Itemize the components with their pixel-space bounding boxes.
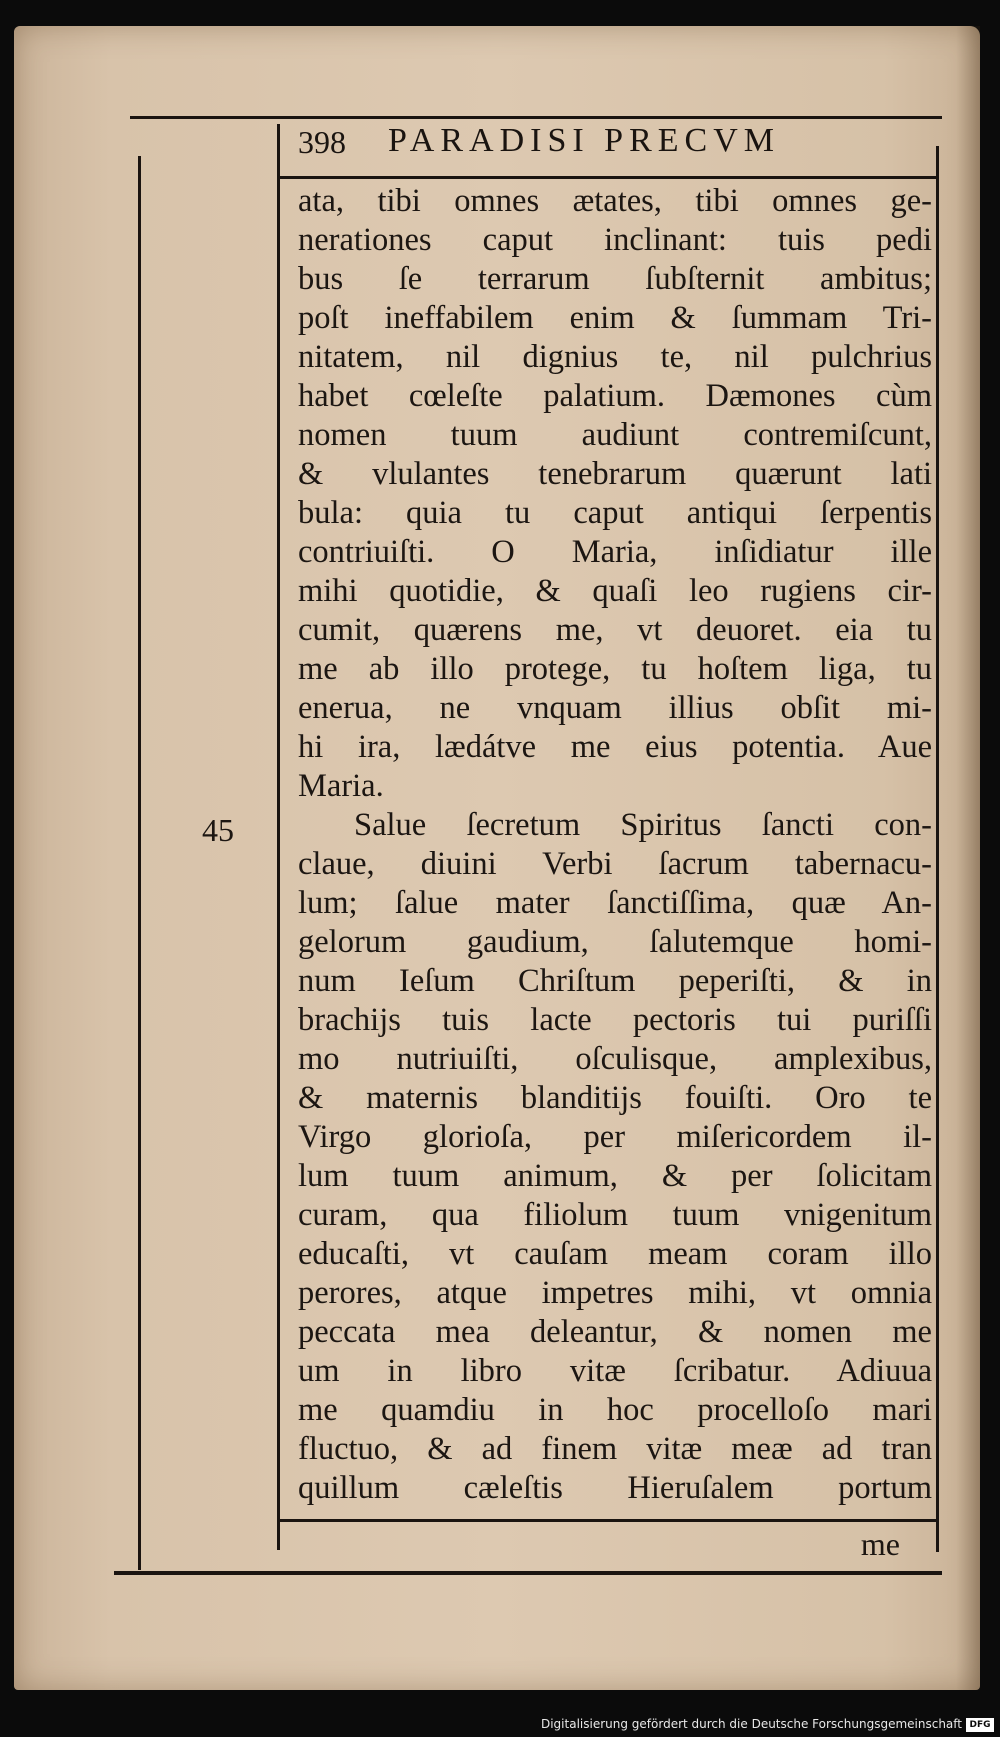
- text-line: perores, atque impetres mihi, vt omnia: [298, 1275, 932, 1311]
- text-line: bus ſe terrarum ſubſternit ambitus;: [298, 261, 932, 297]
- text-line: nitatem, nil dignius te, nil pulchrius: [298, 339, 932, 375]
- funding-credit: Digitalisierung gefördert durch die Deutsche Forschungsgemeinschaft: [540, 1717, 962, 1731]
- section-number: 45: [202, 812, 234, 848]
- text-line: eneruа, ne vnquam illius obſit mi-: [298, 690, 932, 726]
- text-left-rule: [277, 124, 280, 1550]
- header-rule: [280, 176, 938, 179]
- page-edge-shadow: [956, 26, 980, 1690]
- dfg-logo: DFG: [966, 1718, 994, 1732]
- text-line: gelorum gaudium, ſalutemque homi-: [298, 924, 932, 960]
- body-text: [298, 182, 932, 1508]
- text-line: peccata mea deleantur, & nomen me: [298, 1314, 932, 1350]
- text-line: hi ira, lædátve me eius potentia. Aue: [298, 729, 932, 765]
- text-line: um in libro vitæ ſcribatur. Adiuua: [298, 1353, 932, 1389]
- text-line: lum; ſalue mater ſanctiſſima, quæ An-: [298, 885, 932, 921]
- running-head: [298, 118, 938, 170]
- text-line: fluctuo, & ad finem vitæ meæ ad tran: [298, 1431, 932, 1467]
- text-line: contriuiſti. O Maria, inſidiatur ille: [298, 534, 932, 570]
- text-line: Maria.: [298, 768, 384, 804]
- text-line: bula: quia tu caput antiqui ſerpentis: [298, 495, 932, 531]
- text-line: lum tuum animum, & per ſolicitam: [298, 1158, 932, 1194]
- text-line: brachijs tuis lacte pectoris tui puriſſi: [298, 1002, 932, 1038]
- outer-margin-rule: [138, 156, 141, 1570]
- text-line: claue, diuini Verbi ſacrum tabernacu-: [298, 846, 932, 882]
- text-line: & vlulantes tenebrarum quærunt lati: [298, 456, 932, 492]
- text-bottom-rule: [280, 1519, 938, 1522]
- running-title: PARADISI PRECVM: [388, 122, 780, 159]
- catchword: me: [860, 1526, 900, 1562]
- digitization-footer: [0, 1709, 1000, 1737]
- text-line: & maternis blanditijs fouiſti. Oro te: [298, 1080, 932, 1116]
- text-line: quillum cæleſtis Hieruſalem portum: [298, 1470, 932, 1506]
- page-number: 398: [298, 124, 346, 160]
- bottom-rule: [114, 1571, 942, 1575]
- text-line: poſt ineffabilem enim & ſummam Tri-: [298, 300, 932, 336]
- text-line: num Ieſum Chriſtum peperiſti, & in: [298, 963, 932, 999]
- text-line: curam, qua filiolum tuum vnigenitum: [298, 1197, 932, 1233]
- text-line: Virgo glorioſa, per miſericordem il-: [298, 1119, 932, 1155]
- text-line: mo nutriuiſti, oſculisque, amplexibus,: [298, 1041, 932, 1077]
- text-line: me quamdiu in hoc procelloſo mari: [298, 1392, 932, 1428]
- book-page: [14, 26, 980, 1690]
- text-line: cumit, quærens me, vt deuoret. eia tu: [298, 612, 932, 648]
- text-line: Salue ſecretum Spiritus ſancti con-: [354, 807, 932, 843]
- text-line: ata, tibi omnes ætates, tibi omnes ge-: [298, 183, 932, 219]
- text-line: educaſti, vt cauſam meam coram illo: [298, 1236, 932, 1272]
- text-line: me ab illo protege, tu hoſtem liga, tu: [298, 651, 932, 687]
- text-line: nerationes caput inclinant: tuis pedi: [298, 222, 932, 258]
- text-line: habet cœleſte palatium. Dæmones cùm: [298, 378, 932, 414]
- text-line: nomen tuum audiunt contremiſcunt,: [298, 417, 932, 453]
- text-right-rule: [936, 146, 939, 1552]
- text-line: mihi quotidie, & quaſi leo rugiens cir-: [298, 573, 932, 609]
